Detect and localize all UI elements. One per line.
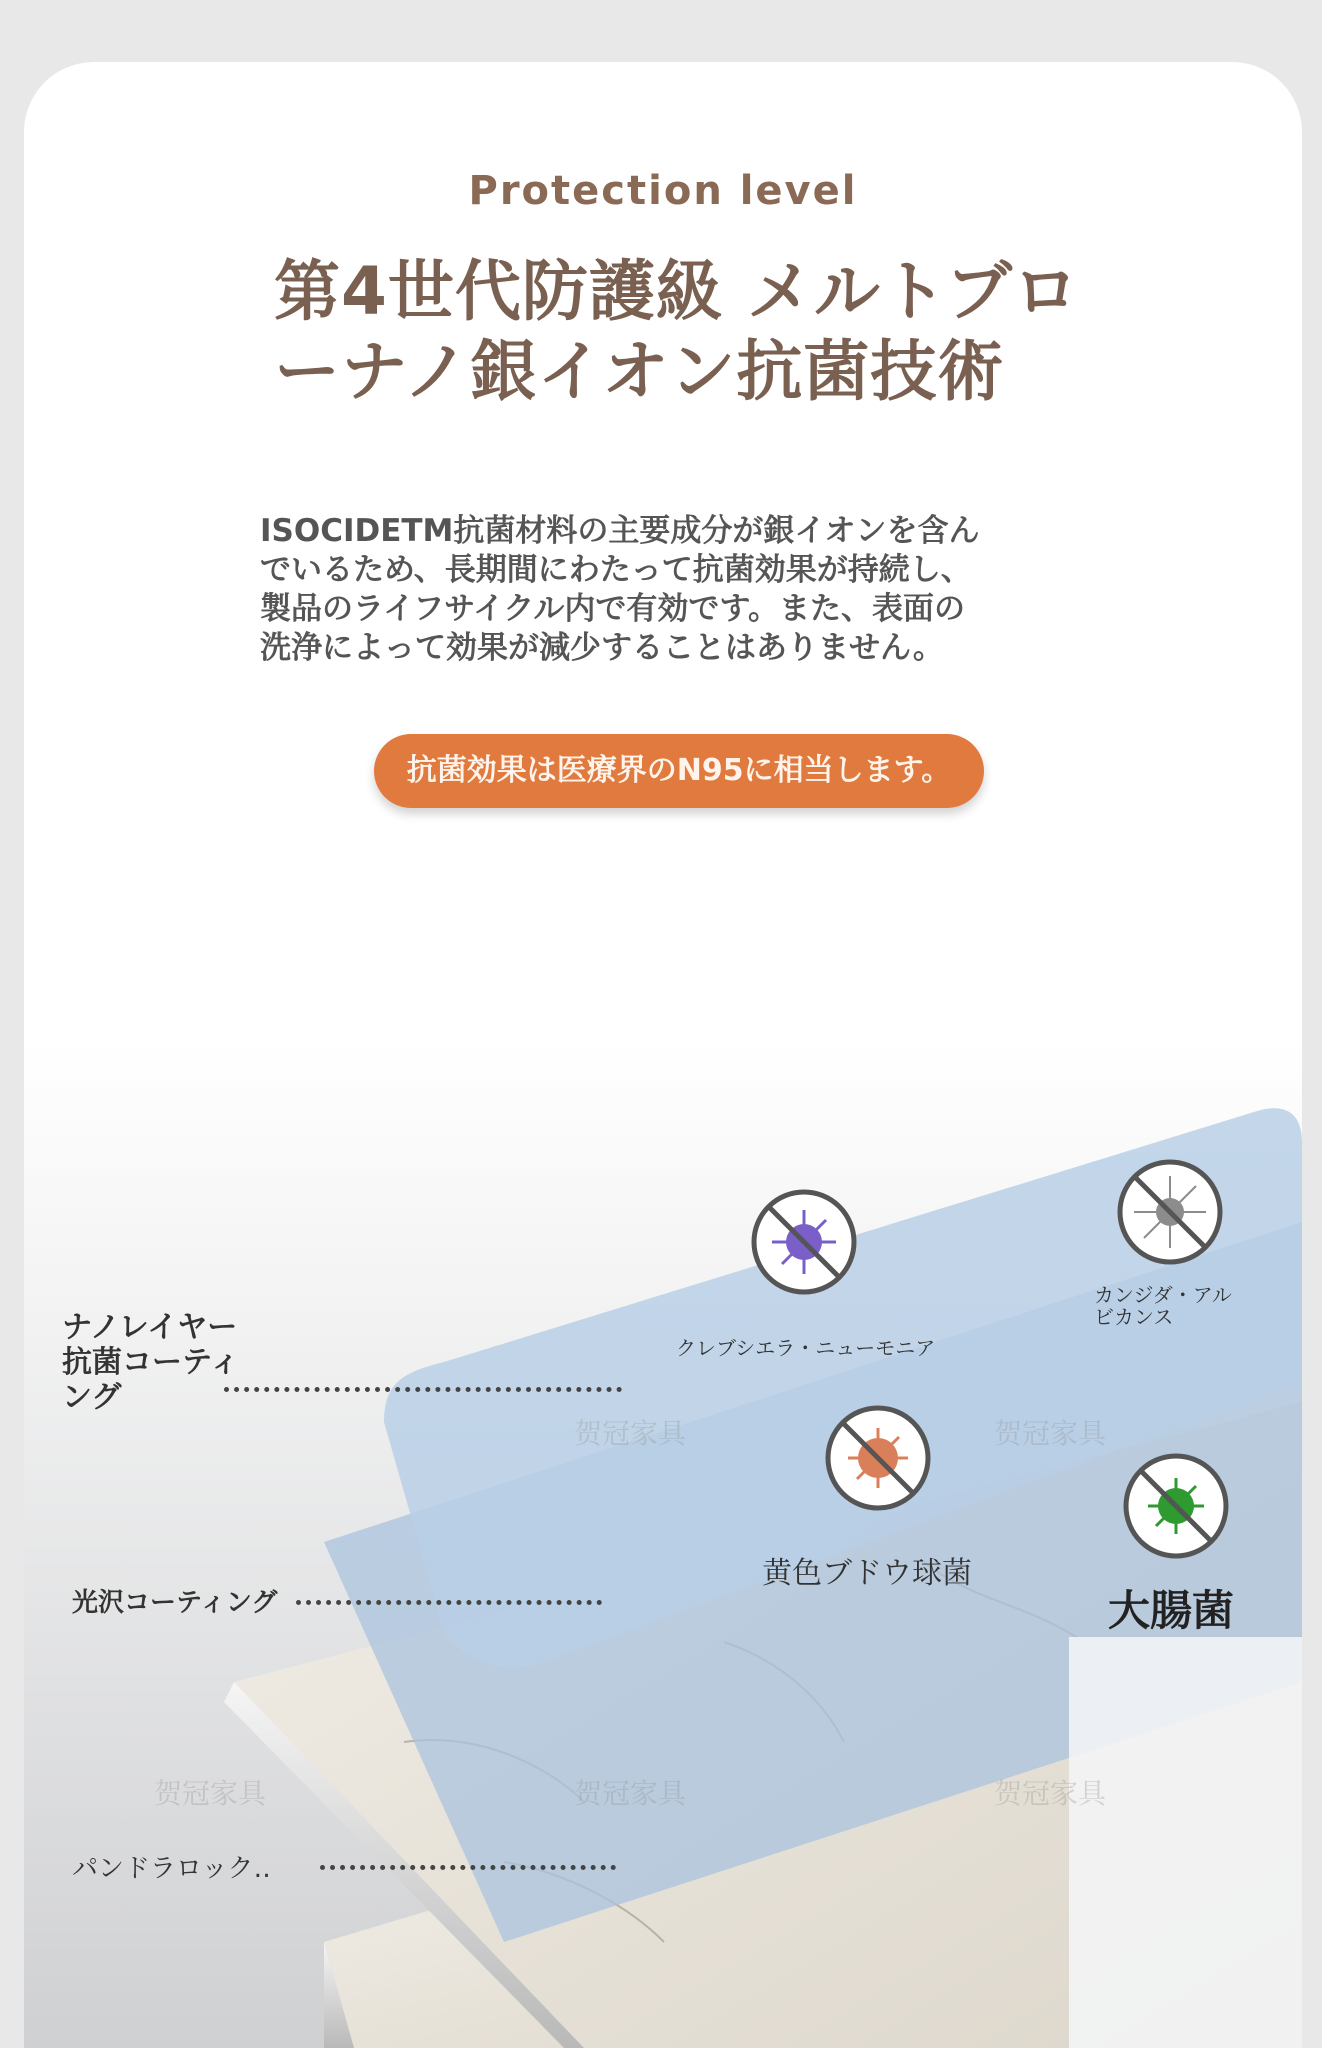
section-eyebrow: Protection level [468,168,858,214]
description-line-1: ISOCIDETM抗菌材料の主要成分が銀イオンを含ん [260,513,980,549]
nano-layer-label: ナノレイヤー 抗菌コーティ ング [62,1310,240,1415]
pandora-layer-label: パンドラロック‥ [72,1854,271,1884]
description-line-2: でいるため、長期間にわたって抗菌効果が持続し、 [260,552,972,588]
layer-illustration [24,1042,1302,2048]
gloss-layer-leader [296,1600,602,1605]
watermark-1: 贺冠家具 [574,1417,687,1450]
watermark-3: 贺冠家具 [154,1777,267,1810]
board-layers-graphic [24,1042,1302,2048]
description-line-3: 製品のライフサイクル内で有効です。また、表面の [260,591,965,627]
page-title [274,252,1124,412]
gloss-layer-label: 光沢コーティング [72,1588,278,1618]
content-card [24,62,1302,2048]
ecoli-label: 大腸菌 [1108,1586,1235,1635]
title-line-1: 第4世代防護級 メルトブロ [274,253,1080,330]
staph-label: 黄色ブドウ球菌 [762,1556,972,1591]
watermark-2: 贺冠家具 [994,1417,1107,1450]
pandora-layer-leader [320,1865,616,1870]
klebsiella-prohibited-icon [750,1188,858,1296]
candida-label: カンジダ・アル ビカンス [1094,1283,1232,1329]
n95-badge: 抗菌効果は医療界のN95に相当します。 [374,734,984,808]
title-line-2: ーナノ銀イオン抗菌技術 [274,333,1005,410]
ecoli-prohibited-icon [1122,1452,1230,1560]
nano-layer-leader [224,1387,622,1392]
staph-prohibited-icon [824,1404,932,1512]
watermark-4: 贺冠家具 [574,1777,687,1810]
klebsiella-label: クレブシエラ・ニューモニア [676,1336,936,1360]
description-line-4: 洗浄によって効果が減少することはありません。 [260,630,944,666]
description [260,512,1090,668]
candida-prohibited-icon [1116,1158,1224,1266]
watermark-5: 贺冠家具 [994,1777,1107,1810]
